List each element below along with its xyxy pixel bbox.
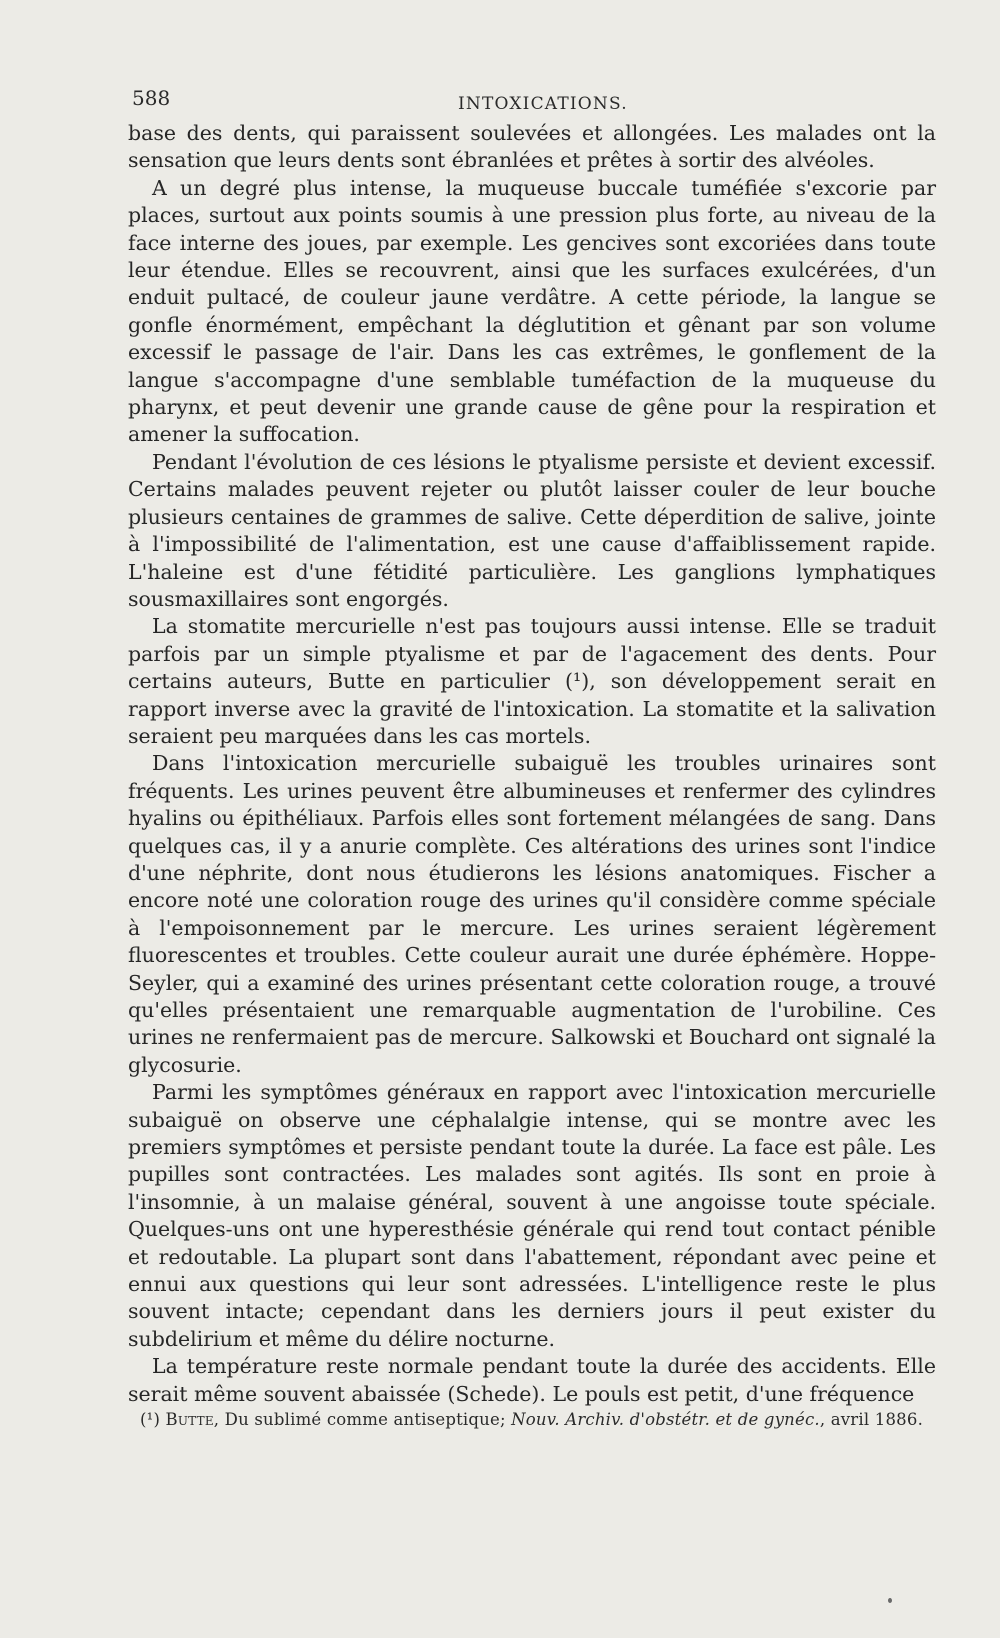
paragraph: Parmi les symptômes généraux en rapport avec l'intoxication mercurielle subaiguë on observe une céphalalgie intense, qui se montre avec les premiers symptômes et persiste pendant toute la durée. La face est pâle. Les pupilles sont contractées. Les malades sont agités. Ils sont en proie à l'insomnie, à un malaise général, souvent à une angoisse toute spéciale. Quelques-uns ont une hyperesthésie générale qui rend tout contact pénible et redoutable. La plupart sont dans l'abattement, répondant avec peine et ennui aux questions qui leur sont adressées. L'intelligence reste le plus souvent intacte; cependant dans les derniers jours il peut exister du subdelirium et même du délire nocturne. [128, 1080, 936, 1351]
body-text [128, 120, 936, 1408]
footnote-marker: (¹) [140, 1410, 161, 1429]
footnote-date: , avril 1886. [819, 1410, 924, 1429]
footnote-text: Du sublimé comme antiseptique; [219, 1410, 512, 1429]
paragraph: A un degré plus intense, la muqueuse buccale tuméfiée s'excorie par places, surtout aux points soumis à une pression plus forte, au niveau de la face interne des joues, par exemple. Les gencives sont excoriées dans toute leur étendue. Elles se recouvrent, ainsi que les surfaces exulcérées, d'un enduit pultacé, de couleur jaune verdâtre. A cette période, la langue se gonfle énormément, empêchant la déglutition et gênant par son volume excessif le passage de l'air. Dans les cas extrêmes, le gonflement de la langue s'accompagne d'une semblable tuméfaction de la muqueuse du pharynx, et peut devenir une grande cause de gêne pour la respiration et amener la suffocation. [128, 175, 936, 447]
footnote-author: Butte, [165, 1410, 220, 1429]
footnote-journal: Nouv. Archiv. d'obstétr. et de gynéc. [511, 1410, 820, 1429]
paragraph: Dans l'intoxication mercurielle subaiguë les troubles urinaires sont fréquents. Les urines peuvent être albumineuses et renfermer des cylindres hyalins ou épithéliaux. Parfois elles sont fortement mélangées de sang. Dans quelques cas, il y a anurie complète. Ces altérations des urines sont l'indice d'une néphrite, dont nous étudierons les lésions anatomiques. Fischer a encore noté une coloration rouge des urines qu'il considère comme spéciale à l'empoisonnement par le mercure. Les urines seraient légèrement fluorescentes et troubles. Cette couleur aurait une durée éphémère. Hoppe-Seyler, qui a examiné des urines présentant cette coloration rouge, a trouvé qu'elles présentaient une remarquable augmentation de l'urobiline. Ces urines ne renfermaient pas de mercure. Salkowski et Bouchard ont signalé la glycosurie. [128, 751, 936, 1077]
page-header [128, 86, 936, 114]
paper-speck [888, 1598, 892, 1603]
paragraph: Pendant l'évolution de ces lésions le ptyalisme persiste et devient excessif. Certains malades peuvent rejeter ou plutôt laisser couler de leur bouche plusieurs centaines de grammes de salive. Cette déperdition de salive, jointe à l'impossibilité de l'alimentation, est une cause d'affaiblissement rapide. L'haleine est d'une fétidité particulière. Les ganglions lymphatiques sousmaxillaires sont engorgés. [128, 449, 936, 611]
paragraph: La température reste normale pendant toute la durée des accidents. Elle serait même souvent abaissée (Schede). Le pouls est petit, d'une fréquence [128, 1354, 936, 1406]
footnote [140, 1410, 930, 1429]
page-number: 588 [132, 86, 171, 110]
paragraph: base des dents, qui paraissent soulevées et allongées. Les malades ont la sensation que leurs dents sont ébranlées et prêtes à sortir des alvéoles. [128, 121, 936, 173]
running-title: INTOXICATIONS. [458, 94, 628, 114]
paragraph: La stomatite mercurielle n'est pas toujours aussi intense. Elle se traduit parfois par un simple ptyalisme et par de l'agacement des dents. Pour certains auteurs, Butte en particulier (¹), son développement serait en rapport inverse avec la gravité de l'intoxication. La stomatite et la salivation seraient peu marquées dans les cas mortels. [128, 614, 936, 748]
